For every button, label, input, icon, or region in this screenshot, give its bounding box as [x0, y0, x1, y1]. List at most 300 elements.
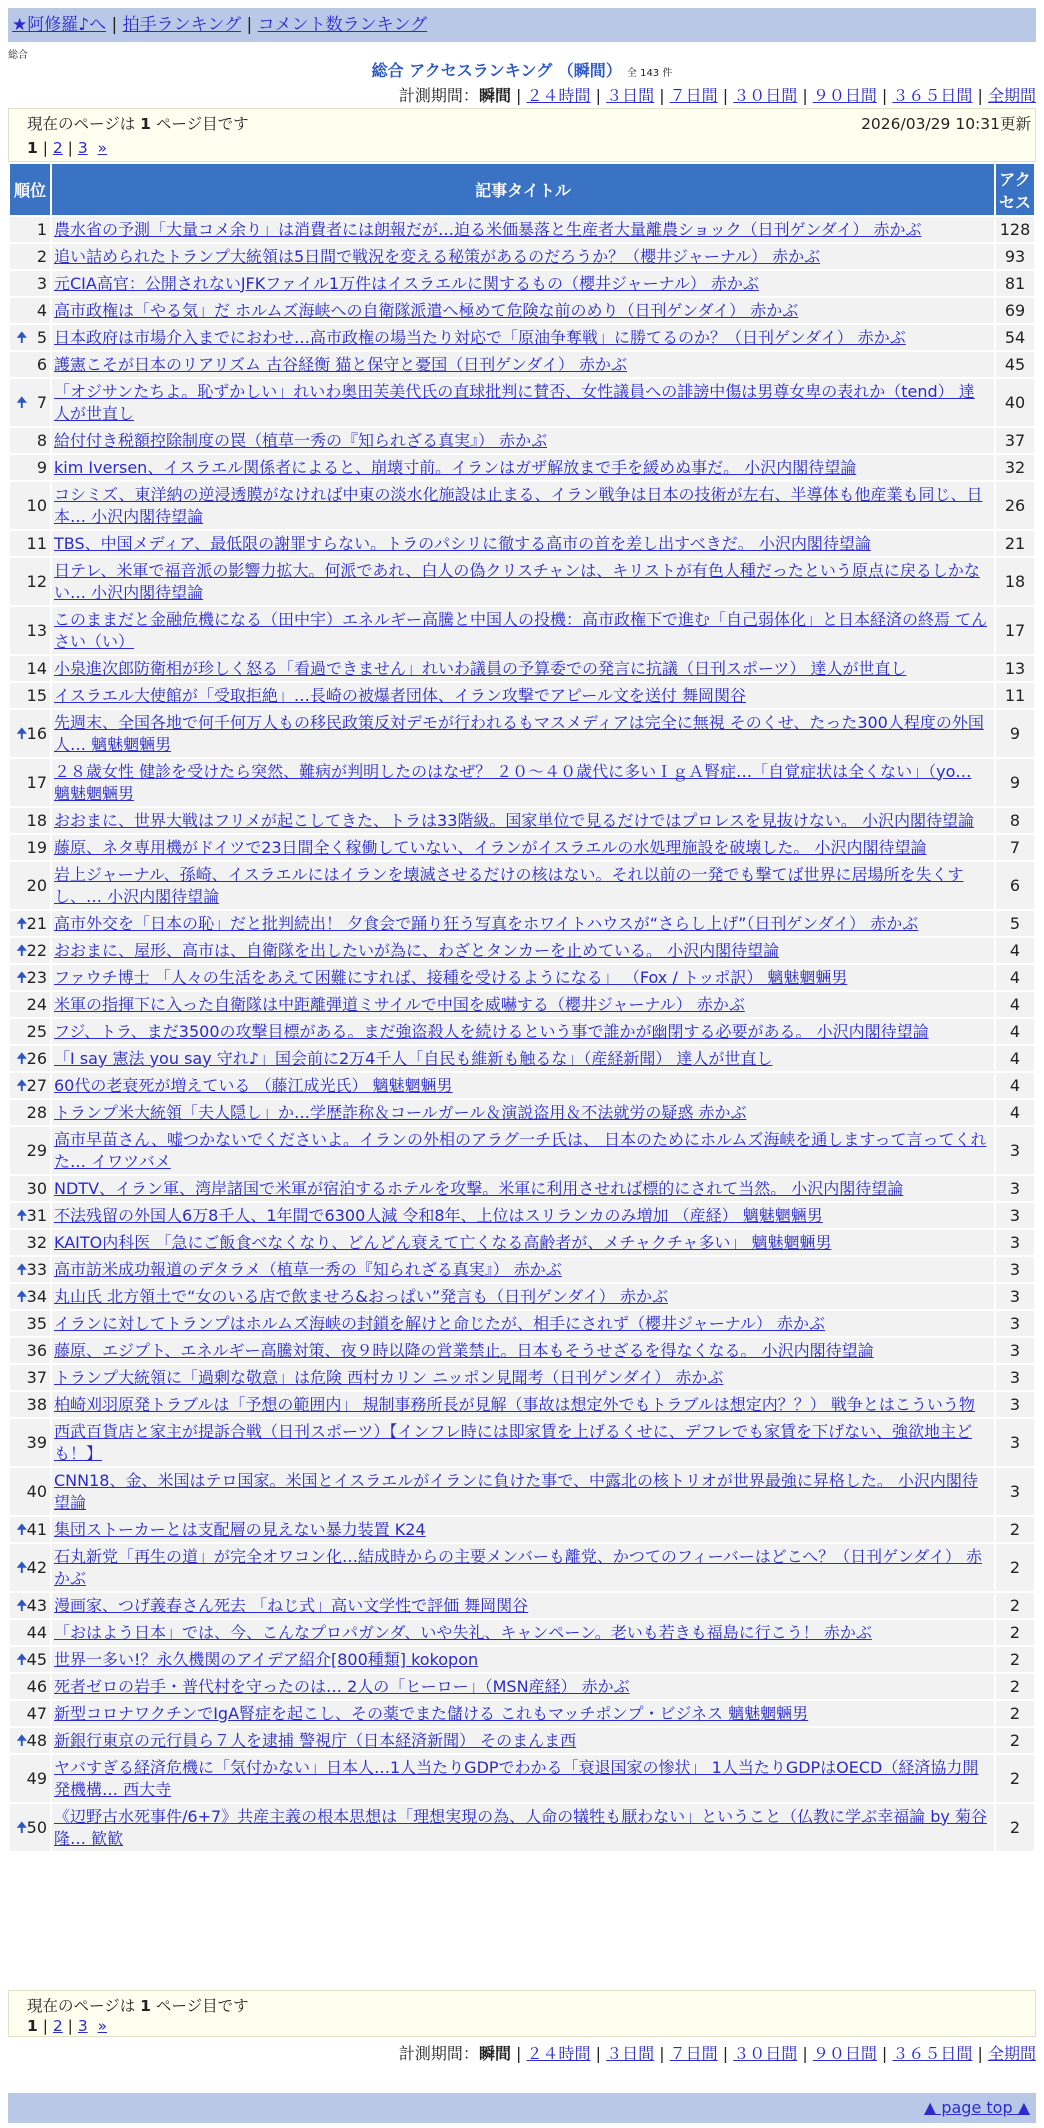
clap-ranking-link[interactable]: 拍手ランキング	[122, 15, 242, 35]
rank-number: 29	[26, 1140, 47, 1160]
current-page-number: 1	[27, 139, 38, 157]
page-link[interactable]: 3	[77, 139, 88, 157]
access-count: 4	[996, 1019, 1034, 1044]
title-cell	[52, 1311, 994, 1336]
rank-cell	[10, 1728, 50, 1753]
table-row	[10, 911, 1034, 936]
table-row	[10, 1755, 1034, 1802]
rank-cell	[10, 325, 50, 350]
rank-number: 49	[26, 1768, 47, 1788]
period-option-link[interactable]: ９０日間	[812, 2044, 877, 2063]
article-title-link[interactable]: コシミズ、東洋納の逆浸透膜がなければ中東の淡水化施設は止まる、イラン戦争は日本の技術が左右、半導体も他産業も同じ、日本… 小沢内閣待望論	[54, 484, 983, 526]
article-title-link[interactable]: 死者ゼロの岩手・普代村を守ったのは… 2人の「ヒーロー」（MSN産経） 赤かぶ	[54, 1676, 630, 1696]
rank-number: 45	[26, 1649, 47, 1669]
rank-number: 1	[36, 219, 47, 239]
rank-number: 14	[26, 658, 47, 678]
article-title-link[interactable]: 「I say 憲法 you say 守れ♪」国会前に2万4千人「自民も維新も触るな」（産経新聞） 達人が世直し	[54, 1048, 773, 1068]
article-title-link[interactable]: CNN18、金、米国はテロ国家。米国とイスラエルがイランに負けた事で、中露北の核トリオが世界最強に昇格した。 小沢内閣待望論	[54, 1470, 978, 1512]
rank-number: 36	[26, 1340, 47, 1360]
rank-number: 28	[26, 1102, 47, 1122]
title-cell	[52, 1230, 994, 1255]
article-title-link[interactable]: 給付付き税額控除制度の罠（植草一秀の『知られざる真実』） 赤かぶ	[54, 430, 548, 450]
access-count: 2	[996, 1804, 1034, 1851]
rank-cell	[10, 1203, 50, 1228]
table-row	[10, 1468, 1034, 1515]
access-count: 17	[996, 607, 1034, 654]
top-nav-bar	[8, 8, 1036, 42]
period-separator: |	[797, 86, 813, 105]
table-row	[10, 1620, 1034, 1645]
article-title-link[interactable]: このままだと金融危機になる（田中宇）エネルギー高騰と中国人の投機：高市政権下で進む「自己弱体化」と日本経済の終焉 てんさい（い）	[54, 609, 988, 651]
rank-up-arrow-icon: 🠉	[16, 1077, 28, 1094]
access-count: 2	[996, 1620, 1034, 1645]
pagination	[27, 137, 107, 159]
rank-cell	[10, 1620, 50, 1645]
access-count: 2	[996, 1593, 1034, 1618]
rank-number: 10	[26, 495, 47, 515]
table-row	[10, 1203, 1034, 1228]
article-title-link[interactable]: 米軍の指揮下に入った自衛隊は中距離弾道ミサイルで中国を威嚇する（櫻井ジャーナル） 赤かぶ	[54, 994, 745, 1014]
title-cell	[52, 1019, 994, 1044]
access-count: 5	[996, 911, 1034, 936]
article-title-link[interactable]: KAITO内科医 「急にご飯食べなくなり、どんどん衰えて亡くなる高齢者が、メチャクチャ多い」 魑魅魍魎男	[54, 1232, 832, 1252]
period-option-link[interactable]: ３６５日間	[892, 2044, 973, 2063]
table-row	[10, 862, 1034, 909]
pagination-separator: |	[62, 139, 78, 157]
rank-number: 24	[26, 994, 47, 1014]
article-title-link[interactable]: kim Iversen、イスラエル関係者によると、崩壊寸前。イランはガザ解放まで手を緩めぬ事だ。 小沢内閣待望論	[54, 457, 857, 477]
article-title-link[interactable]: 柏崎刈羽原発トラブルは「予想の範囲内」 規制事務所長が見解（事故は想定外でもトラブルは想定内？？） 戦争とはこういう物	[54, 1394, 975, 1414]
table-row	[10, 531, 1034, 556]
rank-cell	[10, 656, 50, 681]
rank-cell	[10, 482, 50, 529]
table-row	[10, 759, 1034, 806]
rank-cell	[10, 992, 50, 1017]
access-count: 11	[996, 683, 1034, 708]
access-count: 3	[996, 1419, 1034, 1466]
rank-cell	[10, 1755, 50, 1802]
article-title-link[interactable]: 集団ストーカーとは支配層の見えない暴力装置 K24	[54, 1519, 426, 1539]
access-count: 4	[996, 1073, 1034, 1098]
title-cell	[52, 298, 994, 323]
access-count: 32	[996, 455, 1034, 480]
rank-cell	[10, 1392, 50, 1417]
table-row	[10, 271, 1034, 296]
title-cell	[52, 656, 994, 681]
rank-number: 21	[26, 913, 47, 933]
table-row	[10, 1647, 1034, 1672]
rank-cell	[10, 1338, 50, 1363]
table-row	[10, 1127, 1034, 1174]
access-count: 3	[996, 1203, 1034, 1228]
rank-cell	[10, 1701, 50, 1726]
current-page-text: 現在のページは 1 ページ目です	[27, 1997, 249, 2015]
title-cell	[52, 379, 994, 426]
access-count: 69	[996, 298, 1034, 323]
article-title-link[interactable]: 《辺野古水死事件/6+7》共産主義の根本思想は「理想実現の為、人命の犠牲も厭わない」ということ（仏教に学ぶ幸福論 by 菊谷隆… 歓歓	[54, 1806, 987, 1848]
rank-cell	[10, 531, 50, 556]
access-count: 13	[996, 656, 1034, 681]
access-count: 3	[996, 1311, 1034, 1336]
article-title-link[interactable]: 農水省の予測「大量コメ余り」は消費者には朗報だが…迫る米価暴落と生産者大量離農ショック（日刊ゲンダイ） 赤かぶ	[54, 219, 922, 239]
access-count: 2	[996, 1755, 1034, 1802]
article-title-link[interactable]: トランプ大統領に「過剰な敬意」は危険 西村カリン ニッポン見聞考（日刊ゲンダイ） 赤かぶ	[54, 1367, 724, 1387]
article-title-link[interactable]: 藤原、ネタ専用機がドイツで23日間全く稼働していない、イランがイスラエルの水処理施設を破壊した。 小沢内閣待望論	[54, 837, 927, 857]
period-option-link[interactable]: ２４時間	[526, 86, 591, 105]
title-cell	[52, 1517, 994, 1542]
article-title-link[interactable]: 元CIA高官：公開されないJFKファイル1万件はイスラエルに関するもの（櫻井ジャーナル） 赤かぶ	[54, 273, 759, 293]
rank-cell	[10, 217, 50, 242]
article-title-link[interactable]: イスラエル大使館が「受取拒絶」…長崎の被爆者団体、イラン攻撃でアピール文を送付 舞岡関谷	[54, 685, 746, 705]
article-title-link[interactable]: 高市訪米成功報道のデタラメ（植草一秀の『知られざる真実』） 赤かぶ	[54, 1259, 562, 1279]
rank-up-arrow-icon: 🠉	[16, 394, 28, 411]
article-title-link[interactable]: 丸山氏 北方領土で“女のいる店で飲ませろ&おっぱい”発言も（日刊ゲンダイ） 赤かぶ	[54, 1286, 668, 1306]
rank-number: 42	[26, 1557, 47, 1577]
title-cell	[52, 607, 994, 654]
rank-cell	[10, 683, 50, 708]
next-page-link[interactable]: »	[97, 2017, 108, 2035]
table-row	[10, 1419, 1034, 1466]
title-cell	[52, 1127, 994, 1174]
article-title-link[interactable]: 護憲こそが日本のリアリズム 古谷経衡 猫と保守と憂国（日刊ゲンダイ） 赤かぶ	[54, 354, 628, 374]
article-title-link[interactable]: 追い詰められたトランプ大統領は5日間で戦況を変える秘策があるのだろうか？（櫻井ジャーナル） 赤かぶ	[54, 246, 821, 266]
rank-number: 50	[26, 1817, 47, 1837]
article-title-link[interactable]: 西武百貨店と家主が提訴合戦（日刊スポーツ）【インフレ時には即家賃を上げるくせに、デフレでも家賃を下げない、強欲地主ども！】	[54, 1421, 973, 1463]
rank-number: 41	[26, 1519, 47, 1539]
period-separator: |	[876, 86, 893, 105]
period-separator: |	[797, 2044, 813, 2063]
rank-cell	[10, 607, 50, 654]
table-row	[10, 298, 1034, 323]
access-count: 4	[996, 1046, 1034, 1071]
article-title-link[interactable]: 不法残留の外国人6万8千人、1年間で6300人減 令和8年、上位はスリランカのみ増加 （産経） 魑魅魍魎男	[54, 1205, 823, 1225]
article-title-link[interactable]: 漫画家、つげ義春さん死去 「ねじ式」高い文学性で評価 舞岡関谷	[54, 1595, 529, 1615]
rank-number: 13	[26, 620, 47, 640]
rank-cell	[10, 938, 50, 963]
ranking-count: 全 143 件	[626, 68, 673, 79]
rank-number: 32	[26, 1232, 47, 1252]
rank-cell	[10, 1365, 50, 1390]
title-cell	[52, 862, 994, 909]
rank-number: 3	[36, 273, 47, 293]
table-row	[10, 428, 1034, 453]
rank-number: 8	[36, 430, 47, 450]
title-cell	[52, 1468, 994, 1515]
table-row	[10, 992, 1034, 1017]
period-option-link[interactable]: ３日間	[606, 86, 655, 105]
rank-header: 順位	[10, 164, 50, 215]
rank-number: 34	[26, 1286, 47, 1306]
rank-cell	[10, 1284, 50, 1309]
article-title-link[interactable]: 藤原、エジプト、エネルギー高騰対策、夜９時以降の営業禁止。日本もそうせざるを得なくなる。 小沢内閣待望論	[54, 1340, 874, 1360]
access-count: 2	[996, 1728, 1034, 1753]
pagination-separator: |	[62, 2017, 78, 2035]
table-row	[10, 683, 1034, 708]
title-cell	[52, 1046, 994, 1071]
rank-cell	[10, 1468, 50, 1515]
table-row	[10, 1728, 1034, 1753]
page-link[interactable]: 2	[52, 139, 63, 157]
rank-cell	[10, 1019, 50, 1044]
title-cell	[52, 352, 994, 377]
article-title-link[interactable]: 先週末、全国各地で何千何万人もの移民政策反対デモが行われるもマスメディアは完全に無視 そのくせ、たった300人程度の外国人… 魑魅魍魎男	[54, 712, 984, 754]
period-option-link[interactable]: ３０日間	[733, 2044, 798, 2063]
page-top-link[interactable]: ▲ page top ▲	[923, 2098, 1030, 2117]
next-page-link[interactable]: »	[97, 139, 108, 157]
current-page-number: 1	[27, 2017, 38, 2035]
rank-cell	[10, 1419, 50, 1466]
table-row	[10, 1019, 1034, 1044]
title-cell	[52, 683, 994, 708]
period-option-link[interactable]: ９０日間	[812, 86, 877, 105]
title-cell	[52, 531, 994, 556]
rank-number: 27	[26, 1075, 47, 1095]
period-option-current: 瞬間	[478, 2044, 511, 2063]
rank-up-arrow-icon: 🠉	[16, 1732, 28, 1749]
table-row	[10, 1073, 1034, 1098]
access-count: 128	[996, 217, 1034, 242]
title-cell	[52, 759, 994, 806]
access-count: 26	[996, 482, 1034, 529]
article-title-link[interactable]: おおまに、世界大戦はフリメが起こしてきた、トラは33階級。国家単位で見るだけではプロレスを見抜けない。 小沢内閣待望論	[54, 810, 975, 830]
access-count: 45	[996, 352, 1034, 377]
table-row	[10, 1701, 1034, 1726]
rank-number: 48	[26, 1730, 47, 1750]
table-row	[10, 710, 1034, 757]
rank-up-arrow-icon: 🠉	[16, 1819, 28, 1836]
table-row	[10, 244, 1034, 269]
title-cell	[52, 1701, 994, 1726]
access-count: 2	[996, 1544, 1034, 1591]
title-cell	[52, 1073, 994, 1098]
article-title-link[interactable]: 「おはよう日本」では、今、こんなプロパガンダ、いや失礼、キャンペーン。老いも若きも福島に行こう！ 赤かぶ	[54, 1622, 872, 1642]
article-title-link[interactable]: フジ、トラ、まだ3500の攻撃目標がある。まだ強盗殺人を続けるという事で誰かが幽閉する必要がある。 小沢内閣待望論	[54, 1021, 929, 1041]
title-cell	[52, 1392, 994, 1417]
rank-number: 25	[26, 1021, 47, 1041]
access-count: 7	[996, 835, 1034, 860]
title-header: 記事タイトル	[52, 164, 994, 215]
period-separator: |	[972, 2044, 988, 2063]
period-option-link[interactable]: ７日間	[669, 2044, 718, 2063]
table-row	[10, 1230, 1034, 1255]
title-cell	[52, 1544, 994, 1591]
ranking-table	[8, 162, 1036, 1853]
rank-up-arrow-icon: 🠉	[16, 1597, 28, 1614]
rank-up-arrow-icon: 🠉	[16, 329, 28, 346]
rank-cell	[10, 244, 50, 269]
page-link[interactable]: 3	[77, 2017, 88, 2035]
title-cell	[52, 455, 994, 480]
article-title-link[interactable]: 高市外交を「日本の恥」だと批判続出！ 夕食会で踊り狂う写真をホワイトハウスが“さらし上げ”（日刊ゲンダイ） 赤かぶ	[54, 913, 919, 933]
rank-number: 30	[26, 1178, 47, 1198]
article-title-link[interactable]: 「オジサンたちよ。恥ずかしい」れいわ奥田芙美代氏の直球批判に賛否、女性議員への誹謗中傷は男尊女卑の表れか（tend） 達人が世直し	[54, 381, 975, 423]
title-cell	[52, 1728, 994, 1753]
table-row	[10, 1176, 1034, 1201]
table-header-row	[10, 164, 1034, 215]
access-count: 3	[996, 1257, 1034, 1282]
access-count: 54	[996, 325, 1034, 350]
access-count: 4	[996, 938, 1034, 963]
article-title-link[interactable]: 新銀行東京の元行員ら７人を逮捕 警視庁（日本経済新聞） そのまんま西	[54, 1730, 577, 1750]
title-cell	[52, 244, 994, 269]
table-row	[10, 325, 1034, 350]
table-row	[10, 1804, 1034, 1851]
comment-ranking-link[interactable]: コメント数ランキング	[257, 15, 428, 35]
period-label: 計測期間：	[398, 86, 479, 105]
rank-up-arrow-icon: 🠉	[16, 1050, 28, 1067]
access-count: 37	[996, 428, 1034, 453]
article-title-link[interactable]: 60代の老衰死が増えている （藤江成光氏） 魑魅魍魎男	[54, 1075, 453, 1095]
article-title-link[interactable]: ファウチ博士 「人々の生活をあえて困難にすれば、接種を受けるようになる」 （Fox / トッポ訳） 魑魅魍魎男	[54, 967, 848, 987]
rank-cell	[10, 1593, 50, 1618]
page-link[interactable]: 2	[52, 2017, 63, 2035]
access-count: 2	[996, 1674, 1034, 1699]
article-title-link[interactable]: 新型コロナワクチンでIgA腎症を起こし、その薬でまた儲ける これもマッチポンプ・ビジネス 魑魅魍魎男	[54, 1703, 809, 1723]
article-title-link[interactable]: 世界一多い!？永久機関のアイデア紹介[800種類] kokopon	[54, 1649, 479, 1669]
table-row	[10, 482, 1034, 529]
rank-cell	[10, 1647, 50, 1672]
article-title-link[interactable]: 高市政権は「やる気」だ ホルムズ海峡への自衛隊派遣へ極めて危険な前のめり（日刊ゲンダイ） 赤かぶ	[54, 300, 799, 320]
title-cell	[52, 558, 994, 605]
table-row	[10, 808, 1034, 833]
period-option-link[interactable]: ７日間	[669, 86, 718, 105]
article-title-link[interactable]: TBS、中国メディア、最低限の謝罪すらない。トラのパシリに徹する高市の首を差し出すべきだ。 小沢内閣待望論	[54, 533, 871, 553]
rank-number: 38	[26, 1394, 47, 1414]
rank-up-arrow-icon: 🠉	[16, 1261, 28, 1278]
rank-number: 19	[26, 837, 47, 857]
title-cell	[52, 1804, 994, 1851]
current-page-text: 現在のページは 1 ページ目です	[27, 115, 249, 133]
article-title-link[interactable]: 日本政府は市場介入までにおわせ…高市政権の場当たり対応で「原油争奪戦」に勝てるのか？（日刊ゲンダイ） 赤かぶ	[54, 327, 906, 347]
rank-up-arrow-icon: 🠉	[16, 725, 28, 742]
rank-number: 33	[26, 1259, 47, 1279]
rank-cell	[10, 1311, 50, 1336]
table-row	[10, 1517, 1034, 1542]
title-cell	[52, 1284, 994, 1309]
rank-up-arrow-icon: 🠉	[16, 942, 28, 959]
article-title-link[interactable]: 岩上ジャーナル、孫崎、イスラエルにはイランを壊滅させるだけの核はない。それ以前の一発でも撃てば世界に居場所を失くす し、… 小沢内閣待望論	[54, 864, 964, 906]
table-row	[10, 455, 1034, 480]
title-cell	[52, 1674, 994, 1699]
access-count: 40	[996, 379, 1034, 426]
title-cell	[52, 1176, 994, 1201]
rank-cell	[10, 911, 50, 936]
rank-number: 15	[26, 685, 47, 705]
updated-timestamp: 2026/03/29 10:31更新	[861, 115, 1031, 133]
title-cell	[52, 710, 994, 757]
period-option-link[interactable]: ３０日間	[733, 86, 798, 105]
rank-cell	[10, 352, 50, 377]
rank-number: 7	[36, 392, 47, 412]
article-title-link[interactable]: 小泉進次郎防衛相が珍しく怒る「看過できません」れいわ議員の予算委での発言に抗議（日刊スポーツ） 達人が世直し	[54, 658, 907, 678]
table-row	[10, 1257, 1034, 1282]
footer-bar	[8, 2093, 1036, 2123]
rank-up-arrow-icon: 🠉	[16, 915, 28, 932]
article-title-link[interactable]: 高市早苗さん、嘘つかないでくださいよ。イランの外相のアラグ一チ氏は、 日本のためにホルムズ海峡を通しますって言ってくれた… イワツバメ	[54, 1129, 987, 1171]
period-separator: |	[510, 2044, 527, 2063]
access-count: 9	[996, 710, 1034, 757]
rank-number: 18	[26, 810, 47, 830]
rank-number: 44	[26, 1622, 47, 1642]
article-title-link[interactable]: イランに対してトランプはホルムズ海峡の封鎖を解けと命じたが、相手にされず（櫻井ジャーナル） 赤かぶ	[54, 1313, 826, 1333]
period-separator: |	[972, 86, 988, 105]
home-link[interactable]: ★阿修羅♪へ	[12, 15, 107, 35]
article-title-link[interactable]: トランプ米大統領「夫人隠し」か…学歴詐称＆コールガール＆演説盗用＆不法就労の疑惑 赤かぶ	[54, 1102, 747, 1122]
period-option-current: 瞬間	[478, 86, 511, 105]
title-cell	[52, 271, 994, 296]
period-option-link[interactable]: ３日間	[606, 2044, 655, 2063]
title-cell	[52, 938, 994, 963]
rank-number: 4	[36, 300, 47, 320]
table-row	[10, 1365, 1034, 1390]
period-label: 計測期間：	[398, 2044, 479, 2063]
rank-number: 2	[36, 246, 47, 266]
article-title-link[interactable]: 石丸新党「再生の道」が完全オワコン化…結成時からの主要メンバーも離党、かつてのフィーバーはどこへ？（日刊ゲンダイ） 赤かぶ	[54, 1546, 982, 1588]
rank-number: 40	[26, 1481, 47, 1501]
title-cell	[52, 428, 994, 453]
article-title-link[interactable]: ２８歳女性 健診を受けたら突然、難病が判明したのはなぜ？ ２０～４０歳代に多いＩｇＡ腎症…「自覚症状は全くない」（yo… 魑魅魍魎男	[54, 761, 972, 803]
table-row	[10, 1046, 1034, 1071]
table-row	[10, 1392, 1034, 1417]
article-title-link[interactable]: ヤバすぎる経済危機に「気付かない」日本人…1人当たりGDPでわかる「衰退国家の惨状」 1人当たりGDPはOECD（経済協力開発機構… 西大寺	[54, 1757, 979, 1799]
table-row	[10, 656, 1034, 681]
rank-number: 5	[36, 327, 47, 347]
rank-up-arrow-icon: 🠉	[16, 1651, 28, 1668]
period-option-link[interactable]: 全期間	[987, 2044, 1036, 2063]
access-count: 8	[996, 808, 1034, 833]
rank-cell	[10, 965, 50, 990]
rank-cell	[10, 271, 50, 296]
title-cell	[52, 1257, 994, 1282]
article-title-link[interactable]: おおまに、屋形、高市は、自衛隊を出したいが為に、わざとタンカーを止めている。 小沢内閣待望論	[54, 940, 780, 960]
period-separator: |	[590, 86, 607, 105]
period-separator: |	[590, 2044, 607, 2063]
access-count: 3	[996, 1284, 1034, 1309]
rank-up-arrow-icon: 🠉	[16, 1559, 28, 1576]
period-separator: |	[654, 2044, 670, 2063]
access-header: アクセス	[996, 164, 1034, 215]
rank-number: 16	[26, 723, 47, 743]
period-option-link[interactable]: 全期間	[987, 86, 1036, 105]
rank-cell	[10, 1100, 50, 1125]
table-row	[10, 558, 1034, 605]
table-row	[10, 1100, 1034, 1125]
rank-number: 11	[26, 533, 47, 553]
rank-number: 46	[26, 1676, 47, 1696]
access-count: 4	[996, 992, 1034, 1017]
table-row	[10, 217, 1034, 242]
access-count: 3	[996, 1230, 1034, 1255]
title-cell	[52, 1100, 994, 1125]
rank-cell	[10, 1804, 50, 1851]
rank-cell	[10, 835, 50, 860]
status-box	[8, 108, 1036, 162]
period-option-link[interactable]: ３６５日間	[892, 86, 973, 105]
title-cell	[52, 965, 994, 990]
article-title-link[interactable]: 日テレ、米軍で福音派の影響力拡大。何派であれ、白人の偽クリスチャンは、キリストが有色人種だったという原点に戻るしかない… 小沢内閣待望論	[54, 560, 980, 602]
status-box-bottom	[8, 1990, 1036, 2037]
period-separator: |	[654, 86, 670, 105]
rank-cell	[10, 558, 50, 605]
period-selector	[399, 85, 1036, 107]
title-cell	[52, 217, 994, 242]
article-title-link[interactable]: NDTV、イラン軍、湾岸諸国で米軍が宿泊するホテルを攻撃。米軍に利用させれば標的にされて当然。 小沢内閣待望論	[54, 1178, 904, 1198]
rank-number: 17	[26, 772, 47, 792]
period-option-link[interactable]: ２４時間	[526, 2044, 591, 2063]
table-row	[10, 1544, 1034, 1591]
category-label: 総合	[8, 50, 28, 61]
rank-cell	[10, 298, 50, 323]
